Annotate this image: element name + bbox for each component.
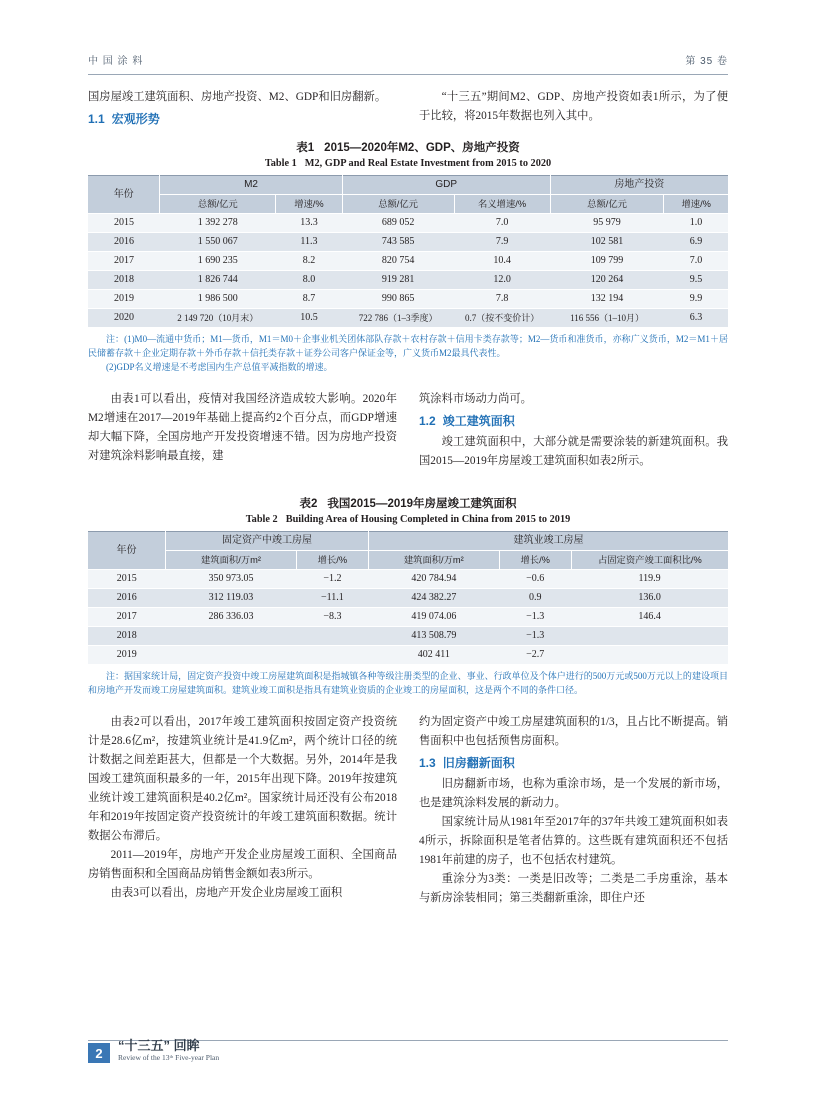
table-1-sub-0: 总额/亿元: [160, 195, 276, 214]
paragraph-right-6: 国家统计局从1981年至2017年的37年共竣工建筑面积如表4所示，拆除面积是笔者估算的。这些既有建筑面积还不包括1981年前建的房子，也不包括农村建筑。: [419, 816, 728, 866]
table-1-note: [88, 332, 728, 374]
table-2-sub-1: 增长/%: [296, 551, 368, 570]
top-columns: [88, 88, 728, 131]
cell: [571, 627, 728, 646]
left-column-top: [88, 88, 397, 131]
cell: −1.2: [296, 570, 368, 589]
right-column-top: [419, 88, 728, 131]
cell: 7.8: [454, 290, 550, 309]
table-1-group-realestate: 房地产投资: [550, 176, 728, 195]
right-column-bottom: [419, 713, 728, 908]
table-2-col-year: 年份: [88, 532, 166, 570]
page-content: [88, 88, 728, 908]
table-2-title-cn: [88, 496, 728, 512]
table-2-sub-3: 增长/%: [499, 551, 571, 570]
cell: 2018: [88, 271, 160, 290]
table-1-block: [88, 140, 728, 374]
paragraph-right-7: 重涂分为3类：一类是旧改等；二类是二手房重涂，基本与新房涂装相同；第三类翻新重涂，即住户还: [419, 873, 728, 904]
cell: −2.7: [499, 646, 571, 665]
table-1: [88, 175, 728, 328]
cell: −1.3: [499, 608, 571, 627]
cell: 8.0: [276, 271, 342, 290]
table-1-group-gdp: GDP: [342, 176, 550, 195]
cell: 7.9: [454, 233, 550, 252]
cell: 0.9: [499, 589, 571, 608]
footer-title-en: Review of the 13ᵗʰ Five-year Plan: [118, 1053, 220, 1062]
table-2-header-row: [88, 532, 728, 551]
table-1-sub-1: 增速/%: [276, 195, 342, 214]
cell: 6.3: [664, 309, 728, 328]
table-2-title-en: [88, 512, 728, 527]
cell: 2020: [88, 309, 160, 328]
table-row: [88, 627, 728, 646]
cell: 136.0: [571, 589, 728, 608]
cell: 102 581: [550, 233, 664, 252]
right-column-middle: [419, 390, 728, 471]
table-2-label-en: Table 2: [245, 514, 278, 525]
cell: 7.0: [454, 214, 550, 233]
section-title-1-2: 竣工建筑面积: [442, 414, 515, 428]
table-2-block: [88, 496, 728, 697]
table-2-subheader-row: [88, 551, 728, 570]
page-number: 2: [88, 1043, 110, 1063]
cell: 2019: [88, 646, 166, 665]
cell: −11.1: [296, 589, 368, 608]
cell: 2018: [88, 627, 166, 646]
table-2-group-fixed-asset: 固定资产中竣工房屋: [166, 532, 369, 551]
cell: 2019: [88, 290, 160, 309]
cell: 919 281: [342, 271, 454, 290]
table-1-sub-2: 总额/亿元: [342, 195, 454, 214]
cell: 424 382.27: [368, 589, 499, 608]
bottom-columns: [88, 713, 728, 908]
table-2-label-cn: 表2: [299, 498, 318, 510]
cell: 2015: [88, 214, 160, 233]
table-1-label-en: Table 1: [264, 158, 297, 169]
table-2-caption-cn: 我国2015—2019年房屋竣工建筑面积: [327, 498, 517, 510]
table-1-note-line-1: 注：(1)M0—流通中货币；M1—货币，M1＝M0＋企事业机关团体部队存款＋农村存款＋信用卡类存款等；M2—货币和准货币，亦称广义货币，M2＝M1＋居民储蓄存款＋企业定期存款＋外币存款＋信托类存款＋证券公司客户保证金等，广义货币M2最具代表性。: [88, 334, 728, 358]
paragraph-right-2: 筑涂料市场动力尚可。: [419, 393, 532, 405]
table-row: [88, 290, 728, 309]
middle-columns: [88, 390, 728, 471]
paragraph-left-2: 由表1可以看出，疫情对我国经济造成较大影响。2020年M2增速在2017—2019年基础上提高约2个百分点，而GDP增速却大幅下降，全国房地产开发投资增速不错。因为房地产投资对建筑涂料影响最直接，建: [88, 393, 397, 462]
table-1-header-row: [88, 176, 728, 195]
table-2: [88, 531, 728, 665]
table-2-caption-en: Building Area of Housing Completed in China from 2015 to 2019: [285, 514, 571, 525]
table-1-title-en: [88, 156, 728, 171]
page-footer: [88, 1038, 219, 1063]
header-volume: 第 35 卷: [685, 56, 728, 67]
cell: 8.2: [276, 252, 342, 271]
table-1-sub-3: 名义增速/%: [454, 195, 550, 214]
cell: 8.7: [276, 290, 342, 309]
cell: [296, 646, 368, 665]
table-1-caption-cn: 2015—2020年M2、GDP、房地产投资: [324, 142, 520, 154]
cell: −1.3: [499, 627, 571, 646]
cell: 402 411: [368, 646, 499, 665]
section-heading-1-2: [419, 412, 728, 431]
header-journal-name: 中 国 涂 料: [88, 56, 144, 67]
footer-title-cn: “十三五” 回眸: [118, 1038, 200, 1053]
page-header: [88, 52, 728, 75]
cell: 722 786（1–3季度）: [342, 309, 454, 328]
cell: 9.9: [664, 290, 728, 309]
cell: 2017: [88, 608, 166, 627]
table-row: [88, 233, 728, 252]
table-2-sub-4: 占固定资产竣工面积比/%: [571, 551, 728, 570]
table-row: [88, 589, 728, 608]
table-row: [88, 608, 728, 627]
cell: 12.0: [454, 271, 550, 290]
cell: 413 508.79: [368, 627, 499, 646]
cell: 9.5: [664, 271, 728, 290]
cell: 312 119.03: [166, 589, 297, 608]
table-row: [88, 570, 728, 589]
table-1-col-year: 年份: [88, 176, 160, 214]
table-1-group-m2: M2: [160, 176, 342, 195]
cell: 820 754: [342, 252, 454, 271]
section-number-1-2: 1.2: [419, 414, 436, 428]
cell: −0.6: [499, 570, 571, 589]
cell: 132 194: [550, 290, 664, 309]
section-title-1-3: 旧房翻新面积: [442, 756, 515, 770]
cell: 116 556（1–10月）: [550, 309, 664, 328]
cell: −8.3: [296, 608, 368, 627]
cell: 350 973.05: [166, 570, 297, 589]
cell: 146.4: [571, 608, 728, 627]
cell: 10.5: [276, 309, 342, 328]
cell: 1 550 067: [160, 233, 276, 252]
cell: [571, 646, 728, 665]
left-column-bottom: [88, 713, 397, 908]
paragraph-left-4: 2011—2019年，房地产开发企业房屋竣工面积、全国商品房销售面积和全国商品房销售金额如表3所示。: [88, 849, 397, 880]
paragraph-intro-left: 国房屋竣工建筑面积、房地产投资、M2、GDP和旧房翻新。: [88, 91, 387, 103]
table-1-title-cn: [88, 140, 728, 156]
paragraph-right-4: 约为固定资产中竣工房屋建筑面积的1/3，且占比不断提高。销售面积中也包括预售房面积。: [419, 716, 728, 747]
cell: 120 264: [550, 271, 664, 290]
cell: 1 392 278: [160, 214, 276, 233]
table-row: [88, 309, 728, 328]
cell: 95 979: [550, 214, 664, 233]
cell: 689 052: [342, 214, 454, 233]
paragraph-intro-right: “十三五”期间M2、GDP、房地产投资如表1所示，为了便于比较，将2015年数据也列入其中。: [419, 91, 728, 122]
cell: [166, 627, 297, 646]
cell: 2017: [88, 252, 160, 271]
table-row: [88, 214, 728, 233]
cell: 420 784.94: [368, 570, 499, 589]
cell: 109 799: [550, 252, 664, 271]
table-1-caption-en: M2, GDP and Real Estate Investment from 2015 to 2020: [304, 158, 552, 169]
table-1-sub-5: 增速/%: [664, 195, 728, 214]
table-1-subheader-row: [88, 195, 728, 214]
cell: 419 074.06: [368, 608, 499, 627]
table-1-sub-4: 总额/亿元: [550, 195, 664, 214]
section-number-1-1: 1.1: [88, 112, 105, 126]
cell: 11.3: [276, 233, 342, 252]
cell: 2016: [88, 233, 160, 252]
table-row: [88, 252, 728, 271]
section-title-1-1: 宏观形势: [111, 112, 160, 126]
cell: 1 986 500: [160, 290, 276, 309]
cell: [166, 646, 297, 665]
cell: 990 865: [342, 290, 454, 309]
table-row: [88, 271, 728, 290]
table-row: [88, 646, 728, 665]
cell: 2016: [88, 589, 166, 608]
cell: 10.4: [454, 252, 550, 271]
table-2-note: [88, 669, 728, 697]
paragraph-left-3: 由表2可以看出，2017年竣工建筑面积按固定资产投资统计是28.6亿m²，按建筑业统计是41.9亿m²，两个统计口径的统计数据之间差距甚大，但都是一个大数据。另外，2014年是我国竣工建筑面积最多的一年，2015年出现下降。2019年按建筑业统计竣工建筑面积是40.2亿m²。国家统计局还没有公布2018年和2019年按固定资产投资统计的年竣工建筑面积数据。统计数据公布滞后。: [88, 716, 397, 842]
footer-titles: [118, 1038, 219, 1063]
paragraph-right-3: 竣工建筑面积中，大部分就是需要涂装的新建筑面积。我国2015—2019年房屋竣工建筑面积如表2所示。: [419, 436, 728, 467]
cell: 1.0: [664, 214, 728, 233]
cell: 2015: [88, 570, 166, 589]
table-2-sub-0: 建筑面积/万m²: [166, 551, 297, 570]
cell: 0.7（按不变价计）: [454, 309, 550, 328]
left-column-middle: [88, 390, 397, 471]
paragraph-left-5: 由表3可以看出，房地产开发企业房屋竣工面积: [110, 887, 343, 899]
table-2-note-line-1: 注：据国家统计局，固定资产投资中竣工房屋建筑面积是指城镇各种等级注册类型的企业、事业、行政单位及个体户进行的500万元或500万元以上的建设项目和房地产开发而竣工房屋建筑面积。建筑业竣工面积是指具有建筑业资质的企业竣工的房屋面积，这是两个不同的条件口径。: [88, 671, 728, 695]
paragraph-right-5: 旧房翻新市场，也称为重涂市场，是一个发展的新市场，也是建筑涂料发展的新动力。: [419, 778, 728, 809]
cell: 2 149 720（10月末）: [160, 309, 276, 328]
section-number-1-3: 1.3: [419, 756, 436, 770]
cell: 119.9: [571, 570, 728, 589]
section-heading-1-3: [419, 754, 728, 773]
cell: 1 690 235: [160, 252, 276, 271]
table-2-group-construction: 建筑业竣工房屋: [368, 532, 728, 551]
table-1-label-cn: 表1: [296, 142, 315, 154]
table-2-sub-2: 建筑面积/万m²: [368, 551, 499, 570]
cell: 13.3: [276, 214, 342, 233]
section-heading-1-1: [88, 110, 397, 129]
cell: [296, 627, 368, 646]
cell: 743 585: [342, 233, 454, 252]
cell: 1 826 744: [160, 271, 276, 290]
cell: 286 336.03: [166, 608, 297, 627]
cell: 6.9: [664, 233, 728, 252]
table-1-note-line-2: (2)GDP名义增速是不考虑国内生产总值平减指数的增速。: [106, 362, 333, 372]
cell: 7.0: [664, 252, 728, 271]
